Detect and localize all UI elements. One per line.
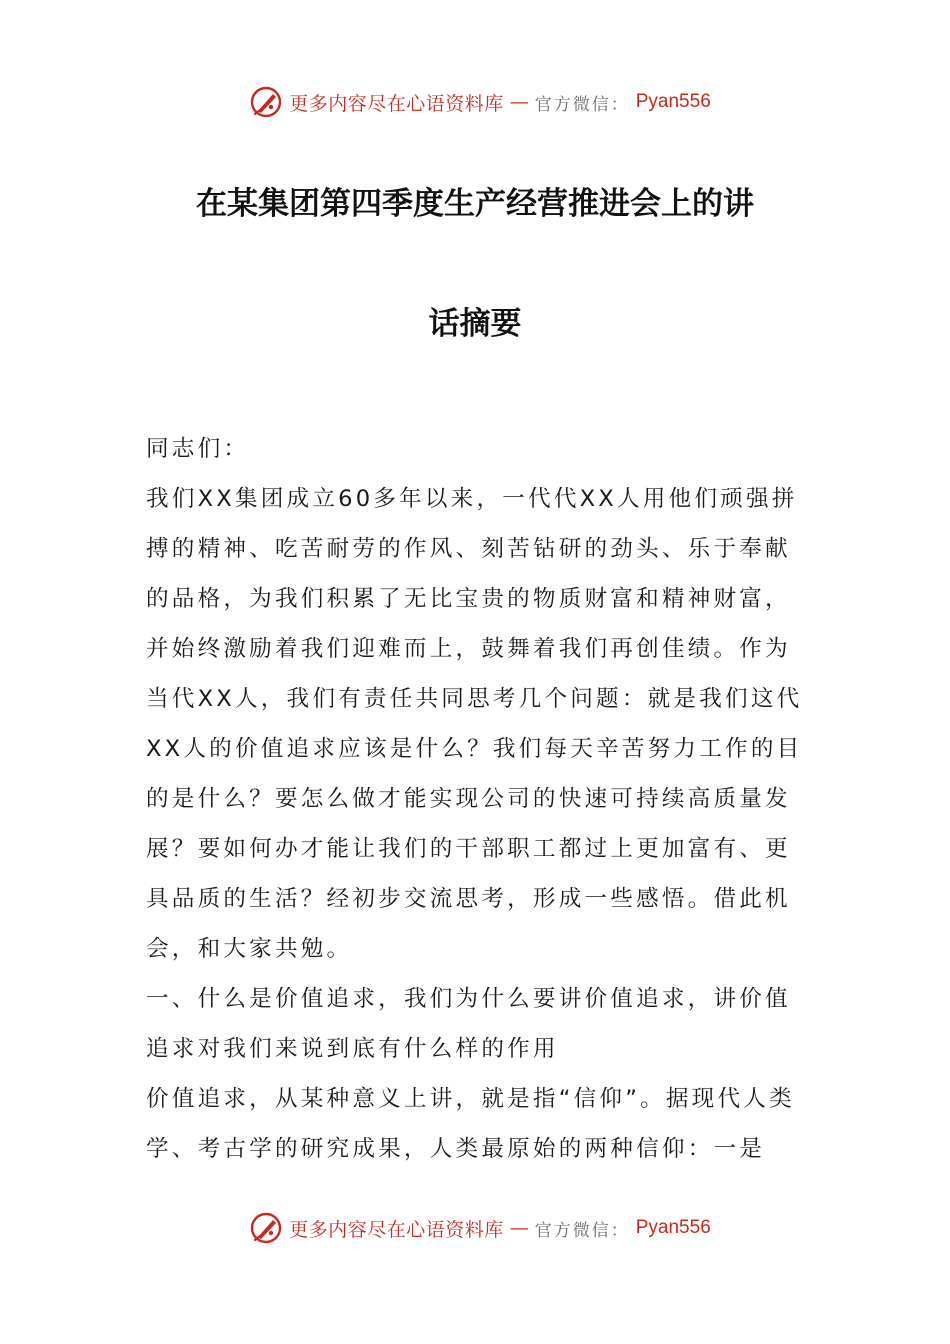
quill-pen-logo-icon [249,85,283,119]
section-heading-1: 一、什么是价值追求，我们为什么要讲价值追求，讲价值追求对我们来说到底有什么样的作用 [146,986,791,1062]
document-title-line-2: 话摘要 [428,306,522,342]
footer-dash: — [509,1217,529,1239]
quill-pen-logo-icon [249,1211,283,1245]
footer-banner-content [249,1211,711,1245]
header-watermark-banner [0,82,950,122]
document-body [146,424,806,1174]
header-account-id: Pyan556 [635,91,711,112]
footer-official-label: 官方微信： [534,1220,630,1241]
header-promo-text: 更多内容尽在心语资料库 [289,92,504,115]
document-title-line-1: 在某集团第四季度生产经营推进会上的讲 [196,186,754,222]
footer-promo-text: 更多内容尽在心语资料库 [289,1218,504,1241]
footer-account-id: Pyan556 [635,1217,711,1238]
header-banner-content [249,85,711,119]
header-official-label: 官方微信： [534,94,630,115]
header-dash: — [509,91,529,113]
body-paragraph-value-pursuit: 价值追求，从某种意义上讲，就是指“信仰”。据现代人类学、考古学的研究成果，人类最原始的两种信仰：一是 [146,1086,795,1162]
body-paragraph-intro: 我们XX集团成立60多年以来，一代代XX人用他们顽强拼搏的精神、吃苦耐劳的作风、刻苦钻研的劲头、乐于奉献的品格，为我们积累了无比宝贵的物质财富和精神财富，并始终激励着我们迎难而上，鼓舞着我们再创佳绩。作为当代XX人，我们有责任共同思考几个问题：就是我们这代XX人的价值追求应该是什么？我们每天辛苦努力工作的目的是什么？要怎么做才能实现公司的快速可持续高质量发展？要如何办才能让我们的干部职工都过上更加富有、更具品质的生活？经初步交流思考，形成一些感悟。借此机会，和大家共勉。 [146,486,803,962]
salutation-paragraph: 同志们： [146,436,250,462]
footer-watermark-banner [0,1208,950,1248]
